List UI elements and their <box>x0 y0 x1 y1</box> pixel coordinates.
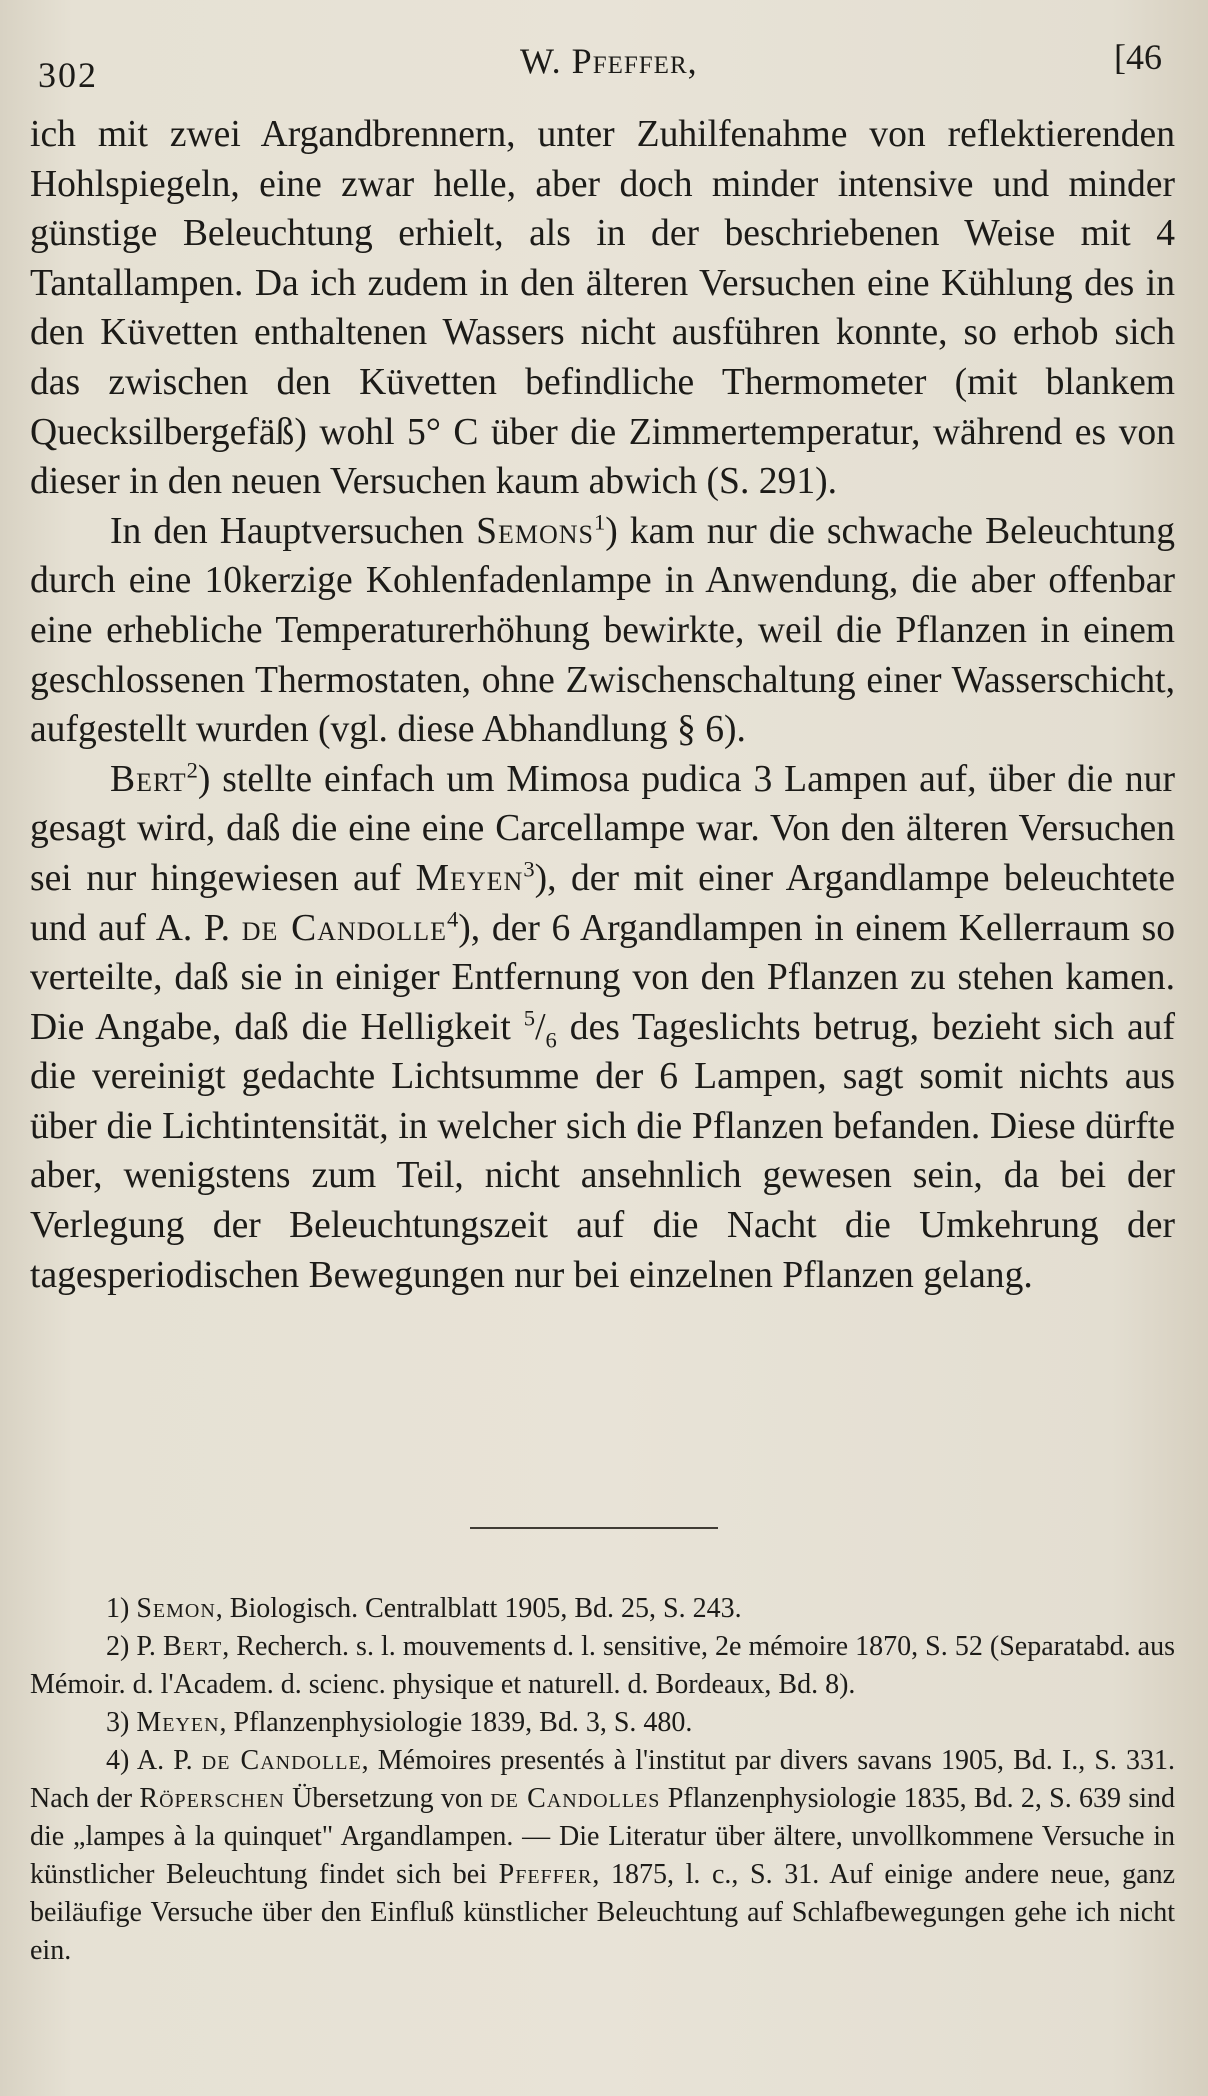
author-name: Meyen <box>415 857 524 899</box>
footnote-2 <box>30 1628 1175 1704</box>
paragraph-text: ) kam nur die schwache Beleuchtung durch eine 10kerzige Kohlenfadenlampe in Anwendung, die aber offenbar eine erhebliche Temperaturerhöhung bewirkte, weil die Pflanzen in einem geschlossenen Thermostaten, ohne Zwischenschaltung einer Wasserschicht, aufgestellt wurden (vgl. diese Abhandlung § 6). <box>30 510 1175 751</box>
paragraph-text: In den Hauptversuchen <box>110 510 464 552</box>
footnote-number: 3) <box>106 1707 130 1738</box>
author-name: Röperschen <box>139 1783 285 1814</box>
footnote-text: , Biologisch. Centralblatt 1905, Bd. 25, S. 243. <box>215 1593 742 1624</box>
footnote-text: Pflanzenphysiologie 1835, Bd. 2, S. 639 sind die „lampes à la quinquet" Argandlampen. — Die Literatur über ältere, unvollkommene Versuche in künstlicher Beleuchtung findet sich bei <box>30 1783 1176 1890</box>
author-initial: P. <box>136 1631 156 1662</box>
paragraph-3 <box>30 755 1175 1301</box>
paragraph-2 <box>30 507 1175 755</box>
footnotes <box>30 1590 1175 1970</box>
footnote-text: , Recherch. s. l. mouvements d. l. sensitive, 2e mémoire 1870, S. 52 (Separatabd. aus Mémoir. d. l'Academ. d. scienc. physique et naturell. d. Bordeaux, Bd. 8). <box>30 1631 1176 1700</box>
footnote-number: 1) <box>106 1593 130 1624</box>
fraction-denominator: 6 <box>545 1027 557 1053</box>
fraction-numerator: 5 <box>523 1005 536 1031</box>
author-name: de Candolle <box>241 907 447 949</box>
section-marker: [46 <box>1114 37 1162 77</box>
main-text <box>30 110 1175 1300</box>
footnote-3 <box>30 1704 1175 1742</box>
footnote-number: 4) <box>106 1745 130 1776</box>
author-name: de Candolles <box>490 1783 661 1814</box>
fraction: $^5/_6$ <box>523 1005 557 1053</box>
paragraph-text: des Tageslichts betrug, bezieht sich auf die vereinigt gedachte Lichtsumme der 6 Lampen, sagt somit nichts aus über die Lichtintensität, in welcher sich die Pflanzen befanden. Diese dürfte aber, wenigstens zum Teil, nicht ansehnlich gewesen sein, da bei der Verlegung der Beleuchtungszeit auf die Nacht die Umkehrung der tagesperiodischen Bewegungen nur bei einzelnen Pflanzen gelang. <box>30 1006 1175 1296</box>
author-name: Meyen <box>136 1707 220 1738</box>
footnote-text: , Pflanzenphysiologie 1839, Bd. 3, S. 480. <box>219 1707 693 1738</box>
footnote-text: , Mémoires presentés à l'institut par divers savans 1905, Bd. I., S. 331. Nach der <box>30 1745 1175 1814</box>
author-initial: A. P. <box>136 1745 193 1776</box>
footnote-1 <box>30 1590 1175 1628</box>
paragraph-1 <box>30 110 1175 507</box>
footnote-ref: 2 <box>186 757 198 783</box>
page-number: 302 <box>38 55 98 95</box>
footnote-number: 2) <box>106 1631 130 1662</box>
author-name: Bert <box>110 758 187 800</box>
footnote-text: , 1875, l. c., S. 31. Auf einige andere neue, ganz beiläufige Versuche über den Einfluß künstlicher Beleuchtung auf Schlafbewegungen gehe ich nicht ein. <box>30 1859 1176 1966</box>
paragraph-text: ich mit zwei Argandbrennern, unter Zuhilfenahme von reflektierenden Hohlspiegeln, eine zwar helle, aber doch minder intensive und minder günstige Beleuchtung erhielt, als in der beschriebenen Weise mit 4 Tantallampen. Da ich zudem in den älteren Versuchen eine Kühlung des in den Küvetten enthaltenen Wassers nicht ausführen konnte, so erhob sich das zwischen den Küvetten befindliche Thermometer (mit blankem Quecksilbergefäß) wohl 5° C über die Zimmertemperatur, während es von dieser in den neuen Versuchen kaum abwich (S. 291). <box>30 114 1175 503</box>
footnote-ref: 3 <box>523 856 535 882</box>
author-name: de Candolle <box>201 1745 362 1776</box>
paragraph-text: ), der 6 Argandlampen in einem Kellerraum so verteilte, daß sie in einiger Entfernung von den Pflanzen zu stehen kamen. Die Angabe, daß die Helligkeit <box>30 907 1175 1048</box>
footnote-divider <box>470 1527 718 1529</box>
running-head: W. Pfeffer, <box>520 41 698 81</box>
footnote-text: Übersetzung von <box>292 1783 483 1814</box>
footnote-4 <box>30 1742 1175 1970</box>
page-header <box>30 28 1180 98</box>
footnote-ref: 4 <box>446 905 459 931</box>
author-name: Semons <box>476 510 594 552</box>
footnote-ref: 1 <box>593 509 606 535</box>
paragraph-text: ) stellte einfach um Mimosa pudica 3 Lampen auf, über die nur gesagt wird, daß die eine eine Carcellampe war. Von den älteren Versuchen sei nur hingewiesen auf <box>30 758 1175 899</box>
author-name: Bert <box>162 1631 223 1662</box>
author-name: Semon <box>136 1593 216 1624</box>
paragraph-text: ), der mit einer Argandlampe beleuchtete und auf A. P. <box>30 857 1175 949</box>
author-name: Pfeffer <box>498 1859 593 1890</box>
